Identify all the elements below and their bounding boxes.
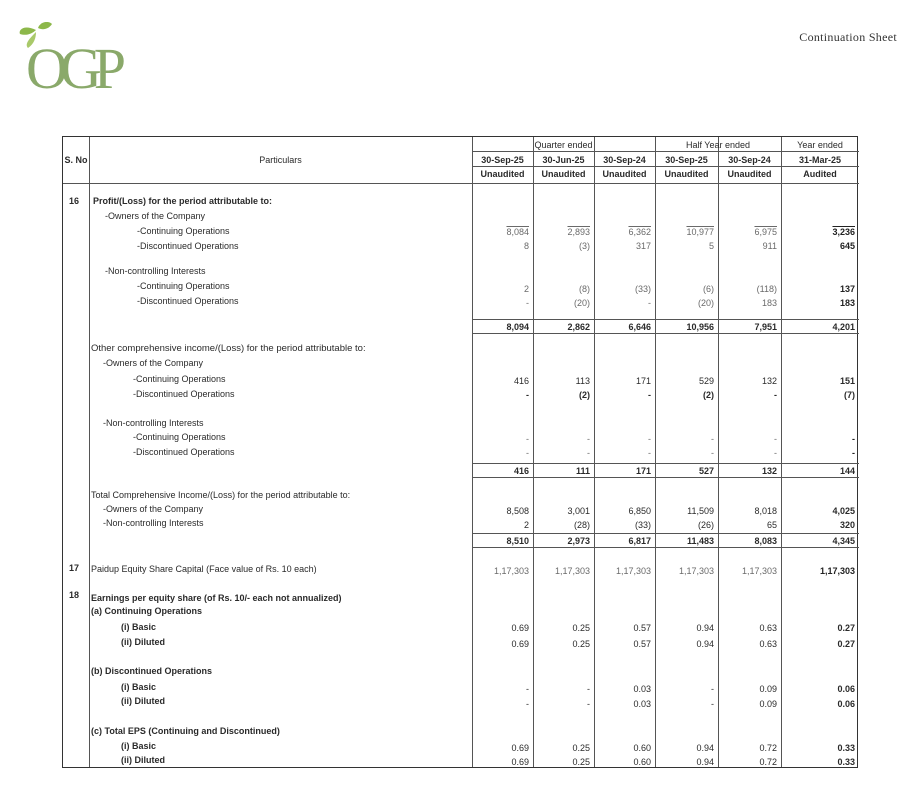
- sec16-owners-cont-value-0: 8,084: [506, 227, 529, 237]
- sec16-nci-disc-label: -Discontinued Operations: [137, 296, 239, 306]
- sec18-a-basic-value-4: 0.63: [759, 623, 777, 633]
- sec16-owners-disc-value-3: 5: [708, 241, 714, 251]
- sec18-b-basic-label: (i) Basic: [121, 682, 157, 692]
- sec16-total-value-2: 6,646: [628, 322, 651, 332]
- header-status-4: Unaudited: [727, 169, 772, 179]
- sec18-c-diluted-value-1: 0.25: [572, 757, 590, 767]
- header-half-year-ended: Half Year ended: [685, 140, 751, 150]
- sec18-b-title: (b) Discontinued Operations: [91, 666, 213, 676]
- header-year-ended: Year ended: [797, 140, 843, 150]
- sec18-b-diluted-value-1: -: [587, 699, 590, 709]
- tci-total-value-2: 6,817: [628, 536, 651, 546]
- sec18-a-diluted-value-2: 0.57: [633, 639, 651, 649]
- sec16-nci-cont-value-0: 2: [523, 284, 529, 294]
- oci-nci-cont-value-1: -: [587, 434, 590, 444]
- tci-owners-value-0: 8,508: [506, 506, 529, 516]
- oci-nci-disc-value-1: -: [587, 448, 590, 458]
- sec16-nci-disc-value-1: (20): [573, 298, 590, 308]
- sec18-c-basic-value-2: 0.60: [633, 743, 651, 753]
- sec18-a-basic-label: (i) Basic: [121, 622, 157, 632]
- oci-title: Other comprehensive income/(Loss) for the period attributable to:: [91, 343, 366, 354]
- sec18-c-basic-value-3: 0.94: [696, 743, 714, 753]
- oci-total-value-1: 111: [575, 466, 590, 476]
- oci-nci-disc-value-2: -: [648, 448, 651, 458]
- sec16-total-value-1: 2,862: [567, 322, 590, 332]
- oci-owners-cont-label: -Continuing Operations: [133, 374, 226, 384]
- tci-total-value-1: 2,973: [567, 536, 590, 546]
- sec18-b-basic-value-5: 0.06: [837, 684, 855, 694]
- tci-owners-value-1: 3,001: [567, 506, 590, 516]
- sec18-title: Earnings per equity share (of Rs. 10/- each not annualized): [91, 593, 342, 603]
- tci-owners-value-5: 4,025: [832, 506, 855, 516]
- sec18-a-diluted-label: (ii) Diluted: [121, 637, 165, 647]
- oci-nci-disc-label: -Discontinued Operations: [133, 447, 235, 457]
- sec16-owners-disc-value-0: 8: [523, 241, 529, 251]
- sec16-owners-cont-value-3: 10,977: [686, 227, 714, 237]
- header-date-0: 30-Sep-25: [481, 155, 524, 165]
- sec16-title: Profit/(Loss) for the period attributable to:: [93, 196, 272, 206]
- sec16-nci-disc-value-0: -: [526, 298, 529, 308]
- sec18-no: 18: [69, 590, 80, 600]
- header-date-4: 30-Sep-24: [728, 155, 771, 165]
- sec18-a-basic-value-5: 0.27: [837, 623, 855, 633]
- tci-nci-label: -Non-controlling Interests: [103, 518, 204, 528]
- sec16-owners-cont-value-1: 2,893: [567, 227, 590, 237]
- sec18-c-basic-value-5: 0.33: [837, 743, 855, 753]
- oci-nci-disc-value-4: -: [774, 448, 777, 458]
- oci-nci-disc-value-3: -: [711, 448, 714, 458]
- sec17-value-1: 1,17,303: [554, 566, 590, 576]
- sec18-a-basic-value-3: 0.94: [696, 623, 714, 633]
- svg-text:OGP: OGP: [26, 36, 119, 101]
- tci-total-value-3: 11,483: [686, 536, 714, 546]
- sec18-b-diluted-value-0: -: [526, 699, 529, 709]
- sec16-nci-label: -Non-controlling Interests: [105, 266, 206, 276]
- sec18-c-basic-value-4: 0.72: [759, 743, 777, 753]
- sec16-owners-label: -Owners of the Company: [105, 211, 206, 221]
- sec16-owners-cont-value-4: 6,975: [754, 227, 777, 237]
- oci-owners-label: -Owners of the Company: [103, 358, 204, 368]
- sec18-c-diluted-value-3: 0.94: [696, 757, 714, 767]
- sec18-b-basic-value-2: 0.03: [633, 684, 651, 694]
- sec18-b-basic-value-0: -: [526, 684, 529, 694]
- tci-nci-value-0: 2: [523, 520, 529, 530]
- sec18-c-basic-value-0: 0.69: [511, 743, 529, 753]
- oci-total-value-2: 171: [635, 466, 651, 476]
- sec18-a-title: (a) Continuing Operations: [91, 606, 202, 616]
- sec16-nci-cont-value-3: (6): [703, 284, 714, 294]
- company-logo: [14, 22, 144, 102]
- results-table: [62, 136, 858, 768]
- oci-total-value-5: 144: [839, 466, 855, 476]
- sec18-c-diluted-value-2: 0.60: [633, 757, 651, 767]
- sec16-nci-cont-label: -Continuing Operations: [137, 281, 230, 291]
- sec16-owners-disc-value-4: 911: [762, 241, 777, 251]
- sec18-a-basic-value-0: 0.69: [511, 623, 529, 633]
- oci-nci-label: -Non-controlling Interests: [103, 418, 204, 428]
- sec16-nci-disc-value-2: -: [648, 298, 651, 308]
- tci-owners-value-3: 11,509: [687, 506, 714, 516]
- sec18-b-basic-value-3: -: [711, 684, 714, 694]
- header-date-2: 30-Sep-24: [603, 155, 646, 165]
- sec16-total-value-4: 7,951: [754, 322, 777, 332]
- oci-owners-cont-value-5: 151: [839, 376, 855, 386]
- oci-owners-disc-value-3: (2): [703, 390, 714, 400]
- oci-owners-cont-value-4: 132: [761, 376, 777, 386]
- header-particulars: Particulars: [259, 155, 302, 165]
- header-status-1: Unaudited: [541, 169, 586, 179]
- oci-nci-cont-value-4: -: [774, 434, 777, 444]
- oci-owners-disc-value-1: (2): [579, 390, 590, 400]
- tci-total-value-4: 8,083: [754, 536, 777, 546]
- tci-total-value-5: 4,345: [832, 536, 855, 546]
- sec16-owners-cont-value-5: 3,236: [832, 227, 855, 237]
- continuation-sheet-label: Continuation Sheet: [799, 30, 897, 44]
- sec16-owners-disc-label: -Discontinued Operations: [137, 241, 239, 251]
- sec16-owners-disc-value-1: (3): [579, 241, 590, 251]
- sec18-b-basic-value-4: 0.09: [759, 684, 777, 694]
- tci-owners-value-4: 8,018: [754, 506, 777, 516]
- header-status-5: Audited: [803, 169, 837, 179]
- header-date-3: 30-Sep-25: [665, 155, 708, 165]
- oci-nci-disc-value-0: -: [526, 448, 529, 458]
- sec18-c-diluted-label: (ii) Diluted: [121, 755, 165, 765]
- sec18-b-diluted-value-3: -: [711, 699, 714, 709]
- header-status-0: Unaudited: [480, 169, 525, 179]
- sec16-total-value-0: 8,094: [506, 322, 529, 332]
- tci-owners-value-2: 6,850: [628, 506, 651, 516]
- sec18-c-diluted-value-5: 0.33: [837, 757, 855, 767]
- sec18-a-diluted-value-5: 0.27: [837, 639, 855, 649]
- oci-nci-cont-value-3: -: [711, 434, 714, 444]
- sec18-b-diluted-label: (ii) Diluted: [121, 696, 165, 706]
- sec17-no: 17: [69, 563, 80, 573]
- sec18-a-basic-value-2: 0.57: [633, 623, 651, 633]
- sec18-a-diluted-value-1: 0.25: [572, 639, 590, 649]
- tci-total-value-0: 8,510: [506, 536, 529, 546]
- oci-owners-cont-value-3: 529: [698, 376, 714, 386]
- tci-nci-value-2: (33): [634, 520, 651, 530]
- oci-total-value-3: 527: [698, 466, 714, 476]
- sec18-b-diluted-value-4: 0.09: [759, 699, 777, 709]
- header-sno: S. No: [64, 155, 88, 165]
- oci-nci-disc-value-5: -: [852, 448, 855, 458]
- sec17-value-5: 1,17,303: [819, 566, 855, 576]
- tci-owners-label: -Owners of the Company: [103, 504, 204, 514]
- header-date-1: 30-Jun-25: [542, 155, 585, 165]
- sec16-no: 16: [69, 196, 80, 206]
- sec18-c-basic-value-1: 0.25: [572, 743, 590, 753]
- oci-owners-cont-value-1: 113: [575, 376, 590, 386]
- sec16-owners-cont-label: -Continuing Operations: [137, 226, 230, 236]
- sec18-b-basic-value-1: -: [587, 684, 590, 694]
- sec18-c-diluted-value-4: 0.72: [759, 757, 777, 767]
- sec16-nci-cont-value-1: (8): [579, 284, 590, 294]
- header-status-3: Unaudited: [664, 169, 709, 179]
- oci-owners-cont-value-0: 416: [513, 376, 529, 386]
- sec17-value-2: 1,17,303: [615, 566, 651, 576]
- sec16-nci-cont-value-4: (118): [756, 284, 777, 294]
- oci-nci-cont-value-5: -: [852, 434, 855, 444]
- header-quarter-ended: Quarter ended: [534, 140, 593, 150]
- sec16-nci-cont-value-2: (33): [634, 284, 651, 294]
- sec16-owners-disc-value-2: 317: [635, 241, 651, 251]
- sec16-owners-cont-value-2: 6,362: [628, 227, 651, 237]
- sec17-value-3: 1,17,303: [678, 566, 714, 576]
- sec18-a-basic-value-1: 0.25: [572, 623, 590, 633]
- oci-nci-cont-value-2: -: [648, 434, 651, 444]
- oci-total-value-0: 416: [513, 466, 529, 476]
- sec17-value-0: 1,17,303: [493, 566, 529, 576]
- tci-nci-value-5: 320: [839, 520, 855, 530]
- sec18-b-diluted-value-2: 0.03: [633, 699, 651, 709]
- sec17-title: Paidup Equity Share Capital (Face value of Rs. 10 each): [91, 564, 317, 574]
- oci-nci-cont-value-0: -: [526, 434, 529, 444]
- tci-nci-value-1: (28): [573, 520, 590, 530]
- oci-owners-disc-label: -Discontinued Operations: [133, 389, 235, 399]
- sec16-total-value-3: 10,956: [686, 322, 714, 332]
- oci-owners-disc-value-0: -: [526, 390, 529, 400]
- sec16-owners-disc-value-5: 645: [839, 241, 855, 251]
- sec18-a-diluted-value-4: 0.63: [759, 639, 777, 649]
- tci-title: Total Comprehensive Income/(Loss) for the period attributable to:: [91, 490, 351, 500]
- sec18-c-title: (c) Total EPS (Continuing and Discontinued): [91, 726, 280, 736]
- sec16-nci-disc-value-4: 183: [761, 298, 777, 308]
- sec18-b-diluted-value-5: 0.06: [837, 699, 855, 709]
- oci-owners-cont-value-2: 171: [635, 376, 651, 386]
- header-status-2: Unaudited: [602, 169, 647, 179]
- sec18-a-diluted-value-0: 0.69: [511, 639, 529, 649]
- sec16-nci-disc-value-5: 183: [839, 298, 855, 308]
- sec16-nci-cont-value-5: 137: [839, 284, 855, 294]
- tci-nci-value-4: 65: [766, 520, 777, 530]
- sec18-a-diluted-value-3: 0.94: [696, 639, 714, 649]
- sec18-c-basic-label: (i) Basic: [121, 741, 157, 751]
- oci-nci-cont-label: -Continuing Operations: [133, 432, 226, 442]
- oci-total-value-4: 132: [761, 466, 777, 476]
- oci-owners-disc-value-2: -: [648, 390, 651, 400]
- sec16-nci-disc-value-3: (20): [697, 298, 714, 308]
- oci-owners-disc-value-5: (7): [844, 390, 855, 400]
- sec18-c-diluted-value-0: 0.69: [511, 757, 529, 767]
- oci-owners-disc-value-4: -: [774, 390, 777, 400]
- header-date-5: 31-Mar-25: [798, 155, 842, 165]
- tci-nci-value-3: (26): [697, 520, 714, 530]
- sec17-value-4: 1,17,303: [741, 566, 777, 576]
- sec16-total-value-5: 4,201: [832, 322, 855, 332]
